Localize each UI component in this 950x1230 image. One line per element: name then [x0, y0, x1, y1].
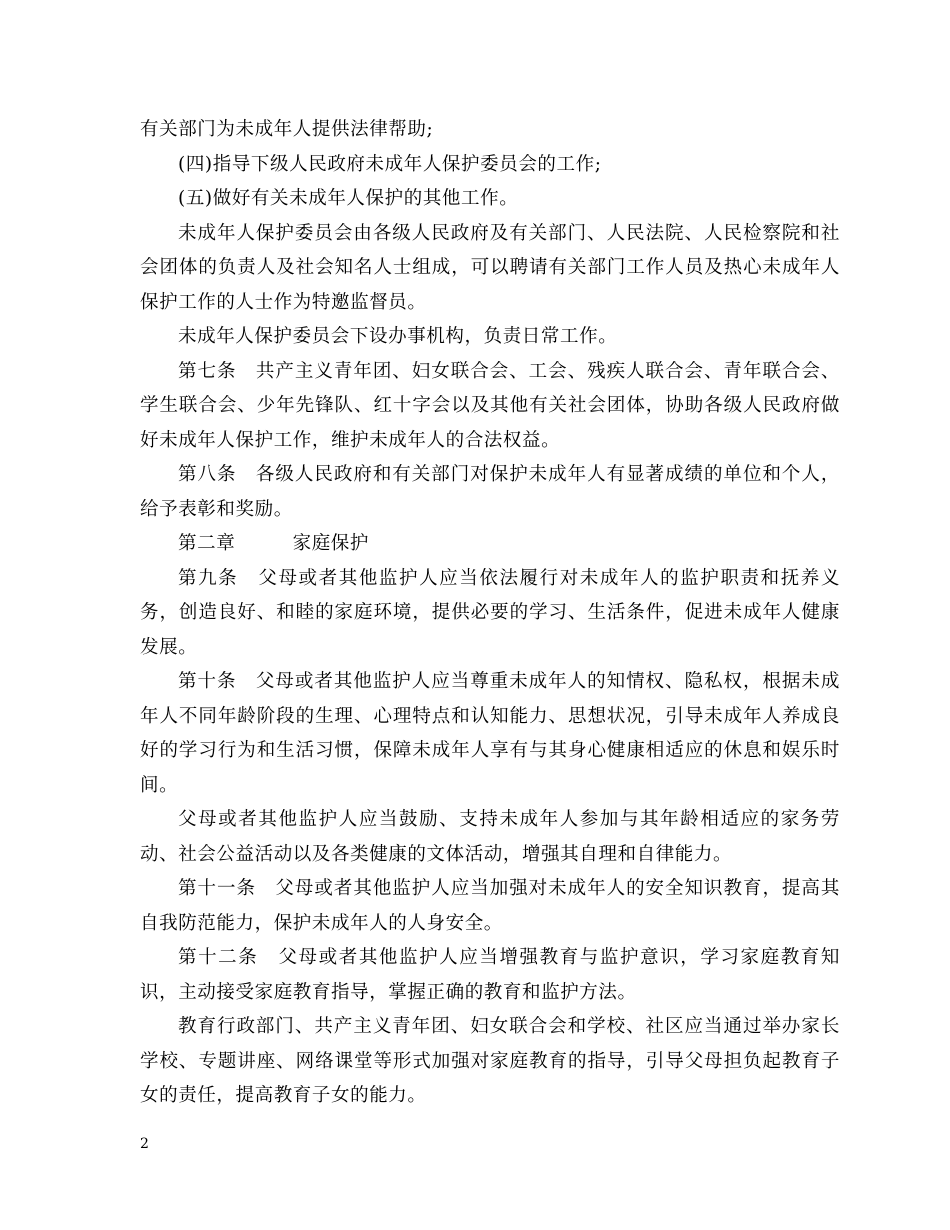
paragraph-continuation: 有关部门为未成年人提供法律帮助; — [140, 119, 434, 140]
paragraph-item-five: (五)做好有关未成年人保护的其他工作。 — [178, 188, 519, 209]
paragraph-committee-members: 未成年人保护委员会由各级人民政府及有关部门、人民法院、人民检察院和社会团体的负责人及社会知名人士组成，可以聘请有关部门工作人员及热心未成年人保护工作的人士作为特邀监督员。 — [140, 222, 840, 313]
chapter-heading: 第二章 家庭保护 — [178, 533, 370, 554]
paragraph-article-8: 第八条 各级人民政府和有关部门对保护未成年人有显著成绩的单位和个人，给予表彰和奖励。 — [140, 464, 840, 520]
paragraph-item-four: (四)指导下级人民政府未成年人保护委员会的工作; — [178, 153, 602, 175]
paragraph-article-9: 第九条 父母或者其他监护人应当依法履行对未成年人的监护职责和抚养义务，创造良好、和睦的家庭环境，提供必要的学习、生活条件，促进未成年人健康发展。 — [140, 567, 840, 658]
paragraph-committee-office: 未成年人保护委员会下设办事机构，负责日常工作。 — [178, 326, 618, 347]
paragraph-article-11: 第十一条 父母或者其他监护人应当加强对未成年人的安全知识教育，提高其自我防范能力，保护未成年人的人身安全。 — [140, 878, 840, 934]
page-number: 2 — [140, 1136, 149, 1152]
paragraph-article-10-second: 父母或者其他监护人应当鼓励、支持未成年人参加与其年龄相适应的家务劳动、社会公益活动以及各类健康的文体活动，增强其自理和自律能力。 — [140, 809, 840, 865]
paragraph-article-12: 第十二条 父母或者其他监护人应当增强教育与监护意识，学习家庭教育知识，主动接受家庭教育指导，掌握正确的教育和监护方法。 — [140, 947, 840, 1003]
paragraph-article-7: 第七条 共产主义青年团、妇女联合会、工会、残疾人联合会、青年联合会、学生联合会、少年先锋队、红十字会以及其他有关社会团体，协助各级人民政府做好未成年人保护工作，维护未成年人的合法权益。 — [140, 360, 840, 451]
body-text — [140, 113, 840, 1114]
paragraph-article-10: 第十条 父母或者其他监护人应当尊重未成年人的知情权、隐私权，根据未成年人不同年龄阶段的生理、心理特点和认知能力、思想状况，引导未成年人养成良好的学习行为和生活习惯，保障未成年人享有与其身心健康相适应的休息和娱乐时间。 — [140, 671, 840, 796]
paragraph-article-12-second: 教育行政部门、共产主义青年团、妇女联合会和学校、社区应当通过举办家长学校、专题讲座、网络课堂等形式加强对家庭教育的指导，引导父母担负起教育子女的责任，提高教育子女的能力。 — [140, 1016, 840, 1106]
